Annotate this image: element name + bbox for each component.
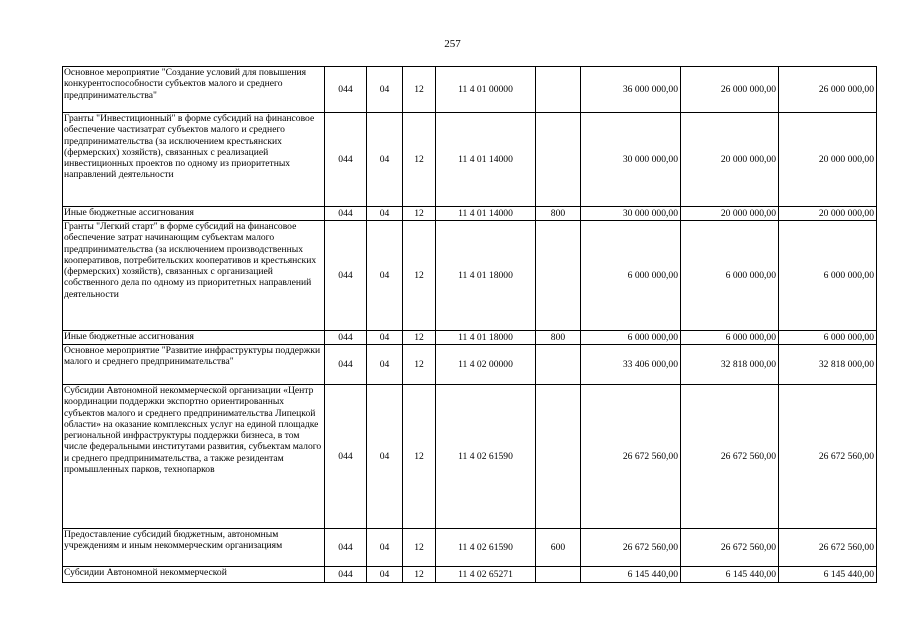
expense-type-cell <box>536 67 581 113</box>
section-cell: 04 <box>367 385 403 529</box>
admin-code-cell: 044 <box>325 113 367 207</box>
table-row <box>63 567 877 583</box>
row-name-cell: Иные бюджетные ассигнования <box>63 207 325 221</box>
expense-type-cell <box>536 385 581 529</box>
subsection-cell: 12 <box>403 529 436 567</box>
admin-code-cell: 044 <box>325 345 367 385</box>
amount-year3-cell: 6 000 000,00 <box>779 221 877 331</box>
amount-year1-cell: 26 672 560,00 <box>581 529 681 567</box>
section-cell: 04 <box>367 113 403 207</box>
row-name-cell: Субсидии Автономной некоммерческой организации «Центр координации поддержки экспортно ориентированных субъектов малого и среднего предпринимательства Липецкой области» на оказание комплексных услуг на единой площадке региональной инфраструктуры поддержки бизнеса, в том числе федеральными институтами развития, субъектам малого и среднего предпринимательства, а также резидентам промышленных парков, технопарков <box>63 385 325 529</box>
section-cell: 04 <box>367 207 403 221</box>
expense-type-cell: 800 <box>536 207 581 221</box>
row-name-cell: Гранты "Легкий старт" в форме субсидий на финансовое обеспечение затрат начинающим субъектам малого предпринимательства (за исключением производственных кооперативов, потребительских кооперативов и крестьянских (фермерских) хозяйств), связанных с организацией собственного дела по одному из приоритетных направлений деятельности <box>63 221 325 331</box>
subsection-cell: 12 <box>403 345 436 385</box>
amount-year2-cell: 6 000 000,00 <box>681 221 779 331</box>
amount-year2-cell: 26 672 560,00 <box>681 385 779 529</box>
amount-year1-cell: 6 000 000,00 <box>581 221 681 331</box>
amount-year3-cell: 20 000 000,00 <box>779 207 877 221</box>
row-name-cell: Основное мероприятие "Создание условий для повышения конкурентоспособности субъектов малого и среднего предпринимательства" <box>63 67 325 113</box>
amount-year2-cell: 20 000 000,00 <box>681 207 779 221</box>
admin-code-cell: 044 <box>325 385 367 529</box>
amount-year2-cell: 20 000 000,00 <box>681 113 779 207</box>
row-name-cell: Гранты "Инвестиционный" в форме субсидий на финансовое обеспечение частизатрат субъектов малого и среднего предпринимательства (за исключением крестьянских (фермерских) хозяйств), связанных с реализацией инвестиционных проектов по одному из приоритетных направлений деятельности <box>63 113 325 207</box>
admin-code-cell: 044 <box>325 331 367 345</box>
subsection-cell: 12 <box>403 207 436 221</box>
subsection-cell: 12 <box>403 567 436 583</box>
table-row <box>63 529 877 567</box>
amount-year3-cell: 32 818 000,00 <box>779 345 877 385</box>
subsection-cell: 12 <box>403 331 436 345</box>
amount-year1-cell: 30 000 000,00 <box>581 113 681 207</box>
table-row <box>63 221 877 331</box>
admin-code-cell: 044 <box>325 67 367 113</box>
amount-year3-cell: 26 000 000,00 <box>779 67 877 113</box>
table-row <box>63 331 877 345</box>
target-article-cell: 11 4 01 00000 <box>436 67 536 113</box>
amount-year3-cell: 20 000 000,00 <box>779 113 877 207</box>
section-cell: 04 <box>367 529 403 567</box>
amount-year1-cell: 33 406 000,00 <box>581 345 681 385</box>
table-row <box>63 207 877 221</box>
table-row <box>63 385 877 529</box>
table-row <box>63 345 877 385</box>
section-cell: 04 <box>367 67 403 113</box>
admin-code-cell: 044 <box>325 207 367 221</box>
amount-year1-cell: 6 145 440,00 <box>581 567 681 583</box>
expense-type-cell <box>536 221 581 331</box>
admin-code-cell: 044 <box>325 529 367 567</box>
expense-type-cell <box>536 345 581 385</box>
target-article-cell: 11 4 01 14000 <box>436 207 536 221</box>
expense-type-cell: 600 <box>536 529 581 567</box>
row-name-cell: Иные бюджетные ассигнования <box>63 331 325 345</box>
target-article-cell: 11 4 01 14000 <box>436 113 536 207</box>
amount-year1-cell: 26 672 560,00 <box>581 385 681 529</box>
row-name-cell: Предоставление субсидий бюджетным, автономным учреждениям и иным некоммерческим организациям <box>63 529 325 567</box>
amount-year2-cell: 32 818 000,00 <box>681 345 779 385</box>
subsection-cell: 12 <box>403 67 436 113</box>
target-article-cell: 11 4 01 18000 <box>436 221 536 331</box>
amount-year3-cell: 26 672 560,00 <box>779 529 877 567</box>
row-name-cell: Субсидии Автономной некоммерческой <box>63 567 325 583</box>
amount-year2-cell: 26 672 560,00 <box>681 529 779 567</box>
expense-type-cell: 800 <box>536 331 581 345</box>
subsection-cell: 12 <box>403 221 436 331</box>
table-row <box>63 67 877 113</box>
target-article-cell: 11 4 02 61590 <box>436 385 536 529</box>
amount-year3-cell: 6 145 440,00 <box>779 567 877 583</box>
expense-type-cell <box>536 567 581 583</box>
row-name-cell: Основное мероприятие "Развитие инфраструктуры поддержки малого и среднего предпринимательства" <box>63 345 325 385</box>
section-cell: 04 <box>367 331 403 345</box>
amount-year1-cell: 30 000 000,00 <box>581 207 681 221</box>
table-row <box>63 113 877 207</box>
section-cell: 04 <box>367 345 403 385</box>
section-cell: 04 <box>367 567 403 583</box>
admin-code-cell: 044 <box>325 567 367 583</box>
amount-year1-cell: 36 000 000,00 <box>581 67 681 113</box>
target-article-cell: 11 4 02 65271 <box>436 567 536 583</box>
amount-year2-cell: 6 145 440,00 <box>681 567 779 583</box>
amount-year2-cell: 6 000 000,00 <box>681 331 779 345</box>
target-article-cell: 11 4 02 61590 <box>436 529 536 567</box>
amount-year3-cell: 6 000 000,00 <box>779 331 877 345</box>
amount-year1-cell: 6 000 000,00 <box>581 331 681 345</box>
amount-year3-cell: 26 672 560,00 <box>779 385 877 529</box>
target-article-cell: 11 4 02 00000 <box>436 345 536 385</box>
subsection-cell: 12 <box>403 113 436 207</box>
page-number: 257 <box>444 38 461 50</box>
section-cell: 04 <box>367 221 403 331</box>
expense-type-cell <box>536 113 581 207</box>
amount-year2-cell: 26 000 000,00 <box>681 67 779 113</box>
subsection-cell: 12 <box>403 385 436 529</box>
target-article-cell: 11 4 01 18000 <box>436 331 536 345</box>
budget-table <box>62 66 877 583</box>
admin-code-cell: 044 <box>325 221 367 331</box>
